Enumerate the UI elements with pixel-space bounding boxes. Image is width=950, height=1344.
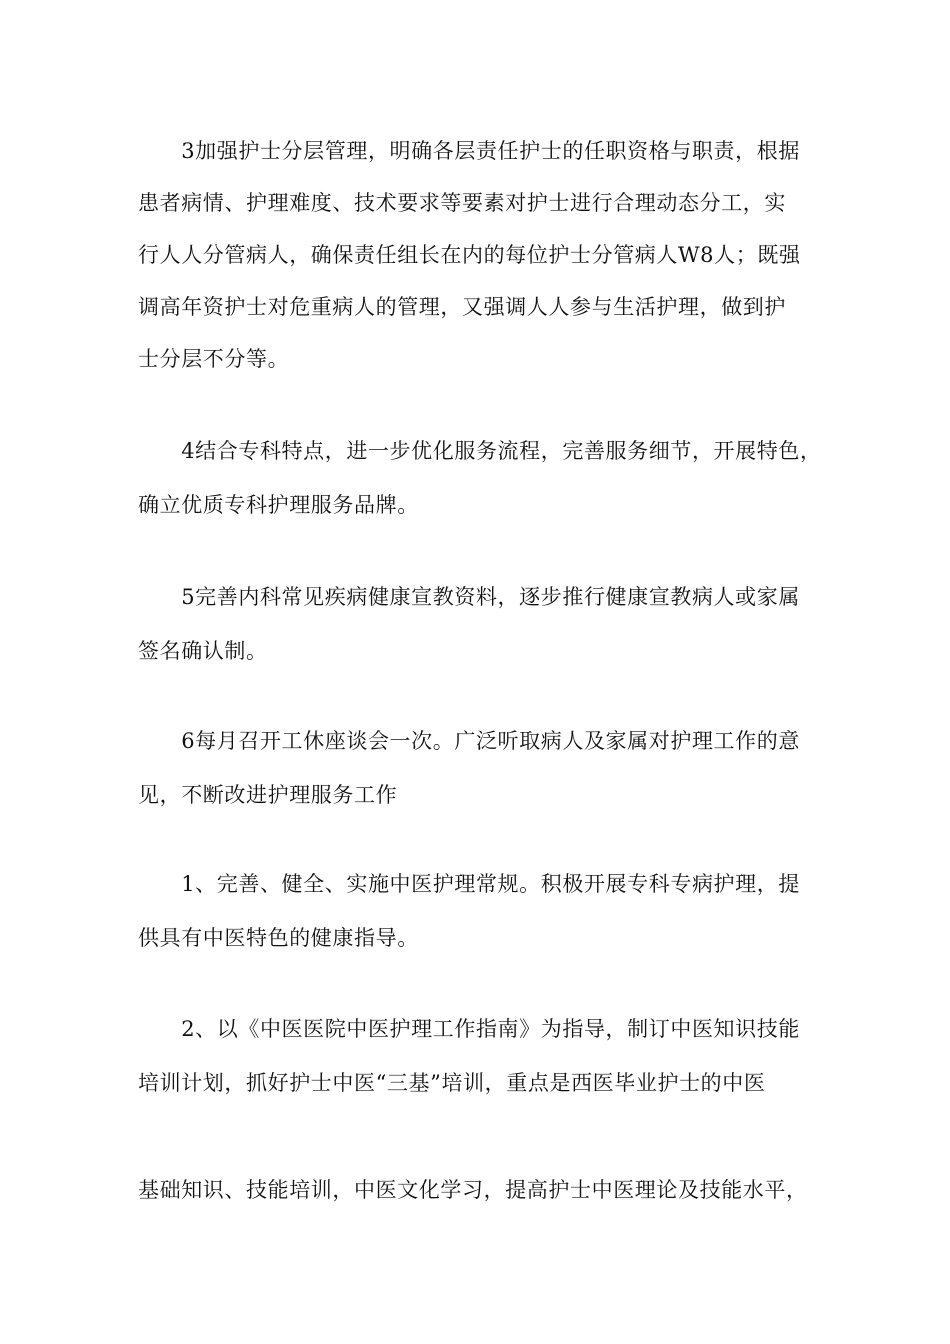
text-line: 确立优质专科护理服务品牌。 bbox=[138, 493, 419, 517]
text-line: 基础知识、技能培训，中医文化学习，提高护士中医理论及技能水平， bbox=[138, 1178, 808, 1202]
paragraph-4-specialty-service bbox=[138, 424, 822, 532]
text-line: 2、以《中医医院中医护理工作指南》为指导，制订中医知识技能 bbox=[138, 1017, 800, 1041]
text-line: 4结合专科特点，进一步优化服务流程，完善服务细节，开展特色， bbox=[138, 439, 822, 463]
text-line: 士分层不分等。 bbox=[138, 347, 290, 371]
paragraph-1-tcm-nursing-routine bbox=[138, 857, 818, 965]
text-line: 调高年资护士对危重病人的管理，又强调人人参与生活护理，做到护 bbox=[138, 295, 786, 319]
text-line: 1、完善、健全、实施中医护理常规。积极开展专科专病护理，提 bbox=[138, 872, 800, 896]
text-line: 培训计划，抓好护士中医“三基”培训，重点是西医毕业护士的中医 bbox=[138, 1071, 766, 1095]
paragraph-3-layered-management bbox=[138, 125, 818, 385]
paragraph-2-tcm-training bbox=[138, 1002, 818, 1110]
text-line: 签名确认制。 bbox=[138, 639, 268, 663]
paragraph-continuation bbox=[138, 1163, 818, 1217]
text-line: 见，不断改进护理服务工作 bbox=[138, 783, 398, 807]
text-line: 患者病情、护理难度、技术要求等要素对护士进行合理动态分工，实 bbox=[138, 191, 786, 215]
paragraph-6-monthly-meeting bbox=[138, 714, 818, 822]
text-line: 供具有中医特色的健康指导。 bbox=[138, 926, 419, 950]
text-line: 行人人分管病人，确保责任组长在内的每位护士分管病人W8人；既强 bbox=[138, 243, 801, 267]
text-line: 3加强护士分层管理，明确各层责任护士的任职资格与职责，根据 bbox=[138, 139, 800, 163]
paragraph-5-health-education bbox=[138, 570, 818, 678]
text-line: 6每月召开工休座谈会一次。广泛听取病人及家属对护理工作的意 bbox=[138, 729, 800, 753]
text-line: 5完善内科常见疾病健康宣教资料，逐步推行健康宣教病人或家属 bbox=[138, 585, 800, 609]
